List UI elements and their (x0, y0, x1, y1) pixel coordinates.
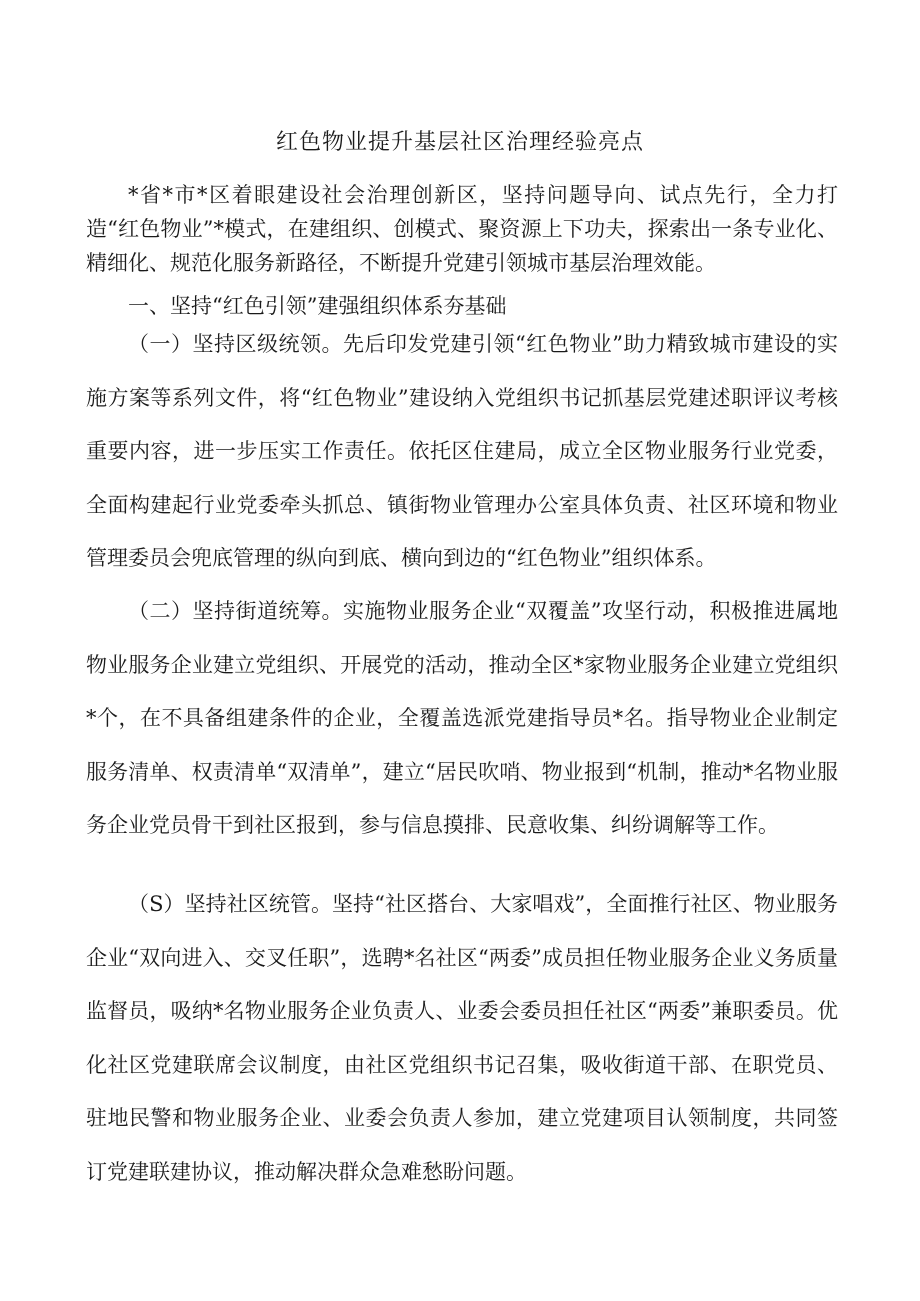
paragraph-community-management: （S）坚持社区统管。坚持“社区搭台、大家唱戏”，全面推行社区、物业服务企业“双向进入、交叉任职”，选聘*名社区“两委”成员担任物业服务企业义务质量监督员，吸纳*名物业服务企业负责人、业委会委员担任社区“两委”兼职委员。优化社区党建联席会议制度，由社区党组织书记召集，吸收街道干部、在职党员、驻地民警和物业服务企业、业委会负责人参加，建立党建项目认领制度，共同签订党建联建协议，推动解决群众急难愁盼问题。 (86, 892, 838, 1184)
document-title: 红色物业提升基层社区治理经验亮点 (275, 130, 644, 155)
paragraph-street-coordination: （二）坚持街道统筹。实施物业服务企业“双覆盖”攻坚行动，积极推进属地物业服务企业建立党组织、开展党的活动，推动全区*家物业服务企业建立党组织*个，在不具备组建条件的企业，全覆盖选派党建指导员*名。指导物业企业制定服务清单、权责清单“双清单”，建立“居民吹哨、物业报到“机制，推动*名物业服务企业党员骨干到社区报到，参与信息摸排、民意收集、纠纷调解等工作。 (86, 599, 838, 837)
paragraph-district-lead: （一）坚持区级统领。先后印发党建引领“红色物业”助力精致城市建设的实施方案等系列文件，将“红色物业”建设纳入党组织书记抓基层党建述职评议考核重要内容，进一步压实工作责任。依托区住建局，成立全区物业服务行业党委，全面构建起行业党委牵头抓总、镇街物业管理办公室具体负责、社区环境和物业管理委员会兜底管理的纵向到底、横向到边的“红色物业”组织体系。 (86, 332, 838, 570)
section-heading: 一、坚持“红色引领”建强组织体系夯基础 (128, 294, 507, 318)
intro-paragraph: *省*市*区着眼建设社会治理创新区，坚持问题导向、试点先行，全力打造“红色物业”*模式，在建组织、创模式、聚资源上下功夫，探索出一条专业化、精细化、规范化服务新路径，不断提升党建引领城市基层治理效能。 (86, 183, 838, 275)
